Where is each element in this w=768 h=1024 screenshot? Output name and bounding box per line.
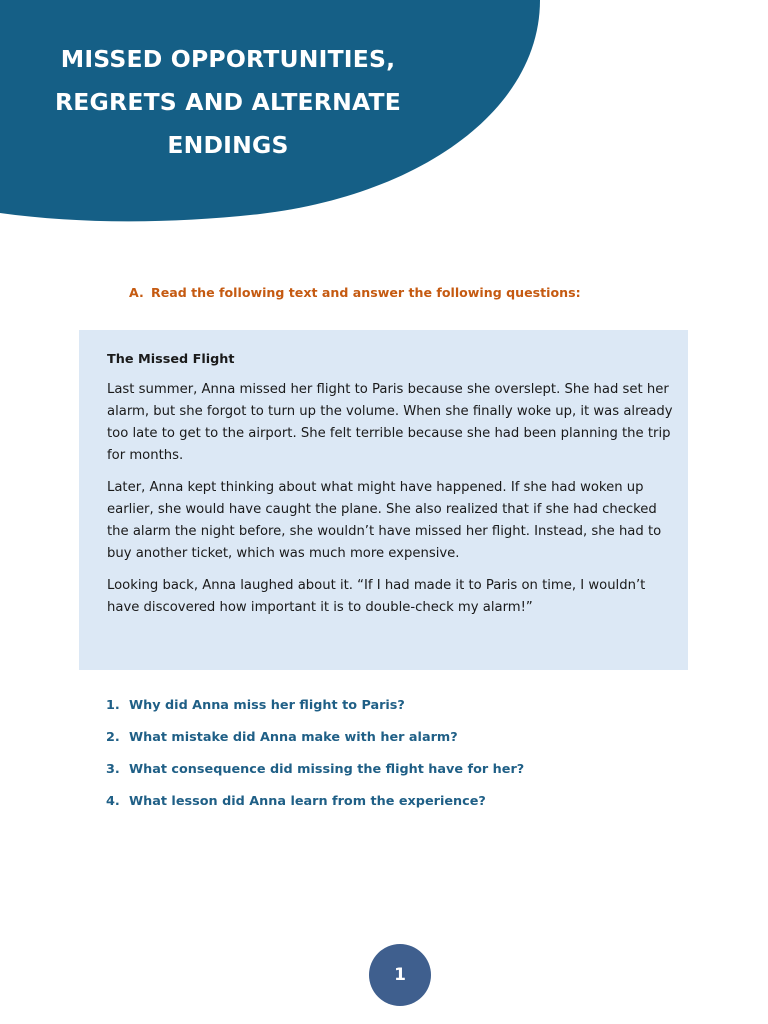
question-text: What lesson did Anna learn from the experience? <box>129 794 486 809</box>
page-title-line-2: REGRETS AND ALTERNATE <box>54 88 402 116</box>
story-paragraph-2: Later, Anna kept thinking about what might have happened. If she had woken up earlier, she would have caught the plane. She also realized that if she had checked the alarm the night before, she wouldn’t have missed her flight. Instead, she had to buy another ticket, which was much more expensive. <box>107 480 662 561</box>
question-list <box>106 696 524 824</box>
story-paragraph-3: Looking back, Anna laughed about it. “If I had made it to Paris on time, I wouldn’t have discovered how important it is to double-check my alarm!” <box>107 578 646 615</box>
question-text: What mistake did Anna make with her alarm? <box>129 730 458 745</box>
page-title <box>28 38 428 167</box>
story-title: The Missed Flight <box>107 352 235 367</box>
question-item-3 <box>106 760 524 792</box>
question-number: 2. <box>106 730 120 745</box>
page-number-badge <box>369 944 431 1006</box>
page-number: 1 <box>394 965 406 985</box>
question-item-1 <box>106 696 524 728</box>
question-text: What consequence did missing the flight have for her? <box>129 762 525 777</box>
page-title-line-3: ENDINGS <box>167 131 289 159</box>
page-title-line-1: MISSED OPPORTUNITIES, <box>60 45 396 73</box>
question-text: Why did Anna miss her flight to Paris? <box>129 698 405 713</box>
section-marker: A. <box>129 285 144 300</box>
question-number: 3. <box>106 762 120 777</box>
story-paragraph-1: Last summer, Anna missed her flight to Paris because she overslept. She had set her alarm, but she forgot to turn up the volume. When she finally woke up, it was already too late to get to the airport. She felt terrible because she had been planning the trip for months. <box>107 382 673 463</box>
section-instruction <box>129 285 581 300</box>
question-number: 4. <box>106 794 120 809</box>
reading-text-box <box>79 330 688 670</box>
instruction-text: Read the following text and answer the following questions: <box>151 285 581 300</box>
question-number: 1. <box>106 698 120 713</box>
question-item-4 <box>106 792 524 824</box>
question-item-2 <box>106 728 524 760</box>
